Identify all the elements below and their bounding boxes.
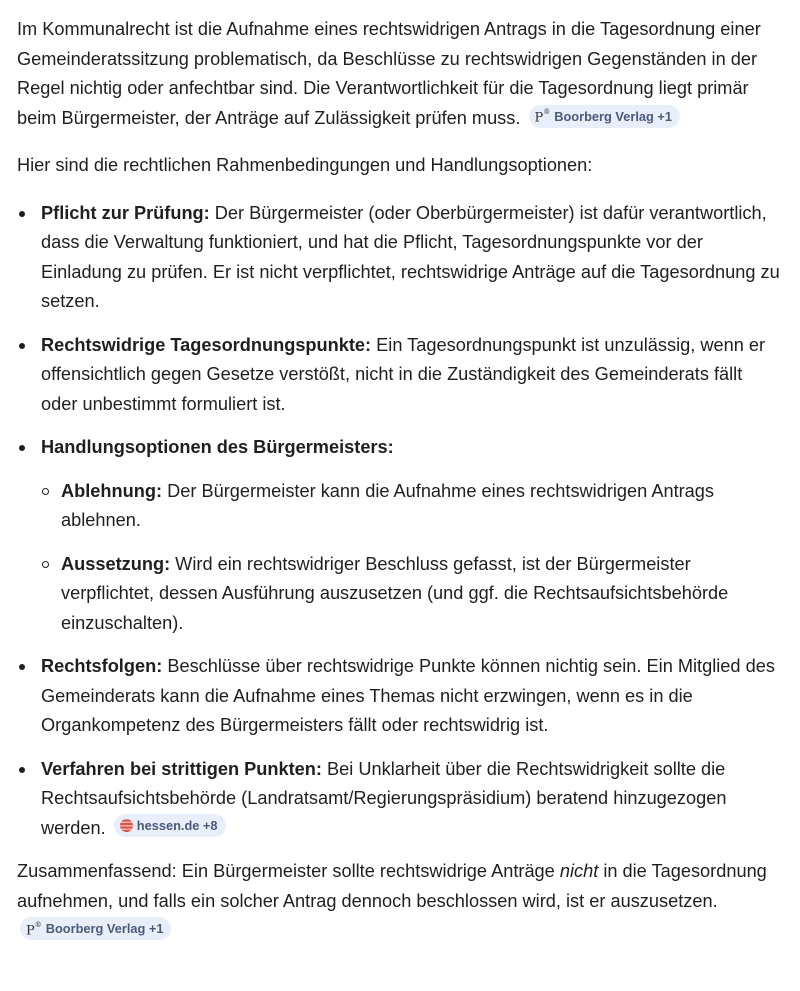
summary-text-before: Zusammenfassend: Ein Bürgermeister sollte rechtswidrige Anträge <box>17 861 560 881</box>
list-item-pflicht <box>17 199 780 317</box>
citation-label: hessen.de +8 <box>136 817 218 833</box>
item-text: Bei Unklarheit über die Rechtswidrigkeit sollte die Rechtsaufsichtsbehörde (Landratsamt/Regierungspräsidium) beratend hinzugezogen werden. <box>41 758 727 838</box>
citation-chip-boorberg[interactable] <box>529 105 680 128</box>
options-list <box>17 199 780 844</box>
item-title: Pflicht zur Prüfung: <box>41 202 210 223</box>
list-item-rechtsfolgen <box>17 652 780 741</box>
sub-item-text: Wird ein rechtswidriger Beschluss gefasst, ist der Bürgermeister verpflichtet, dessen Ausführung auszusetzen (und ggf. die Rechtsaufsichtsbehörde einzuschalten). <box>61 553 729 633</box>
item-text: Beschlüsse über rechtswidrige Punkte können nichtig sein. Ein Mitglied des Gemeinderats kann die Aufnahme eines Themas nicht erzwingen, wenn es in die Organkompetenz des Bürgermeisters fällt oder rechtswidrig ist. <box>41 656 775 735</box>
bullet-icon <box>19 343 25 349</box>
citation-chip-hessen[interactable] <box>114 814 226 837</box>
summary-paragraph <box>17 857 780 946</box>
summary-text-after: in die Tagesordnung aufnehmen, und falls ein solcher Antrag dennoch beschlossen wird, ist er auszusetzen. <box>17 861 767 911</box>
bullet-icon <box>19 664 25 670</box>
bullet-icon <box>19 445 25 451</box>
sub-item-aussetzung <box>41 550 780 639</box>
hessen-crest-icon <box>120 819 133 832</box>
item-title: Verfahren bei strittigen Punkten: <box>41 758 322 779</box>
item-text: Ein Tagesordnungspunkt ist unzulässig, wenn er offensichtlich gegen Gesetze verstößt, nicht in die Zuständigkeit des Gemeinderats fällt oder unbestimmt formuliert ist. <box>41 334 766 414</box>
item-text: Der Bürgermeister (oder Oberbürgermeister) ist dafür verantwortlich, dass die Verwaltung funktioniert, und hat die Pflicht, Tagesordnungspunkte vor der Einladung zu prüfen. Er ist nicht verpflichtet, rechtswidrige Anträge auf die Tagesordnung zu setzen. <box>41 202 780 311</box>
boorberg-p-icon: P® <box>26 920 42 938</box>
intro-text: Im Kommunalrecht ist die Aufnahme eines rechtswidrigen Antrags in die Tagesordnung einer Gemeinderatssitzung problematisch, da Beschlüsse zu rechtswidrigen Gegenständen in der Regel nichtig oder anfechtbar sind. Die Verantwortlichkeit für die Tagesordnung liegt primär beim Bürgermeister, der Anträge auf Zulässigkeit prüfen muss. <box>17 19 761 128</box>
sub-item-ablehnung <box>41 477 780 536</box>
sub-item-title: Ablehnung: <box>61 480 163 501</box>
list-item-rechtswidrige-tops <box>17 331 780 420</box>
citation-chip-boorberg-summary[interactable] <box>20 917 171 940</box>
sub-list <box>41 477 780 639</box>
boorberg-p-icon: P® <box>534 108 551 126</box>
lead-in-paragraph: Hier sind die rechtlichen Rahmenbedingungen und Handlungsoptionen: <box>17 155 593 175</box>
list-item-verfahren <box>17 755 780 844</box>
item-title: Rechtsfolgen: <box>41 656 163 676</box>
citation-label: Boorberg Verlag +1 <box>45 921 164 937</box>
circle-bullet-icon <box>42 561 49 568</box>
bullet-icon <box>19 767 25 773</box>
citation-label: Boorberg Verlag +1 <box>554 108 672 124</box>
item-title: Handlungsoptionen des Bürgermeisters: <box>41 437 394 457</box>
item-title: Rechtswidrige Tagesordnungspunkte: <box>41 334 372 355</box>
intro-paragraph <box>17 15 780 133</box>
summary-emphasis: nicht <box>559 861 599 881</box>
sub-item-title: Aussetzung: <box>61 553 171 574</box>
bullet-icon <box>19 211 25 217</box>
circle-bullet-icon <box>42 488 49 495</box>
sub-item-text: Der Bürgermeister kann die Aufnahme eines rechtswidrigen Antrags ablehnen. <box>61 480 715 530</box>
list-item-handlungsoptionen <box>17 433 780 638</box>
